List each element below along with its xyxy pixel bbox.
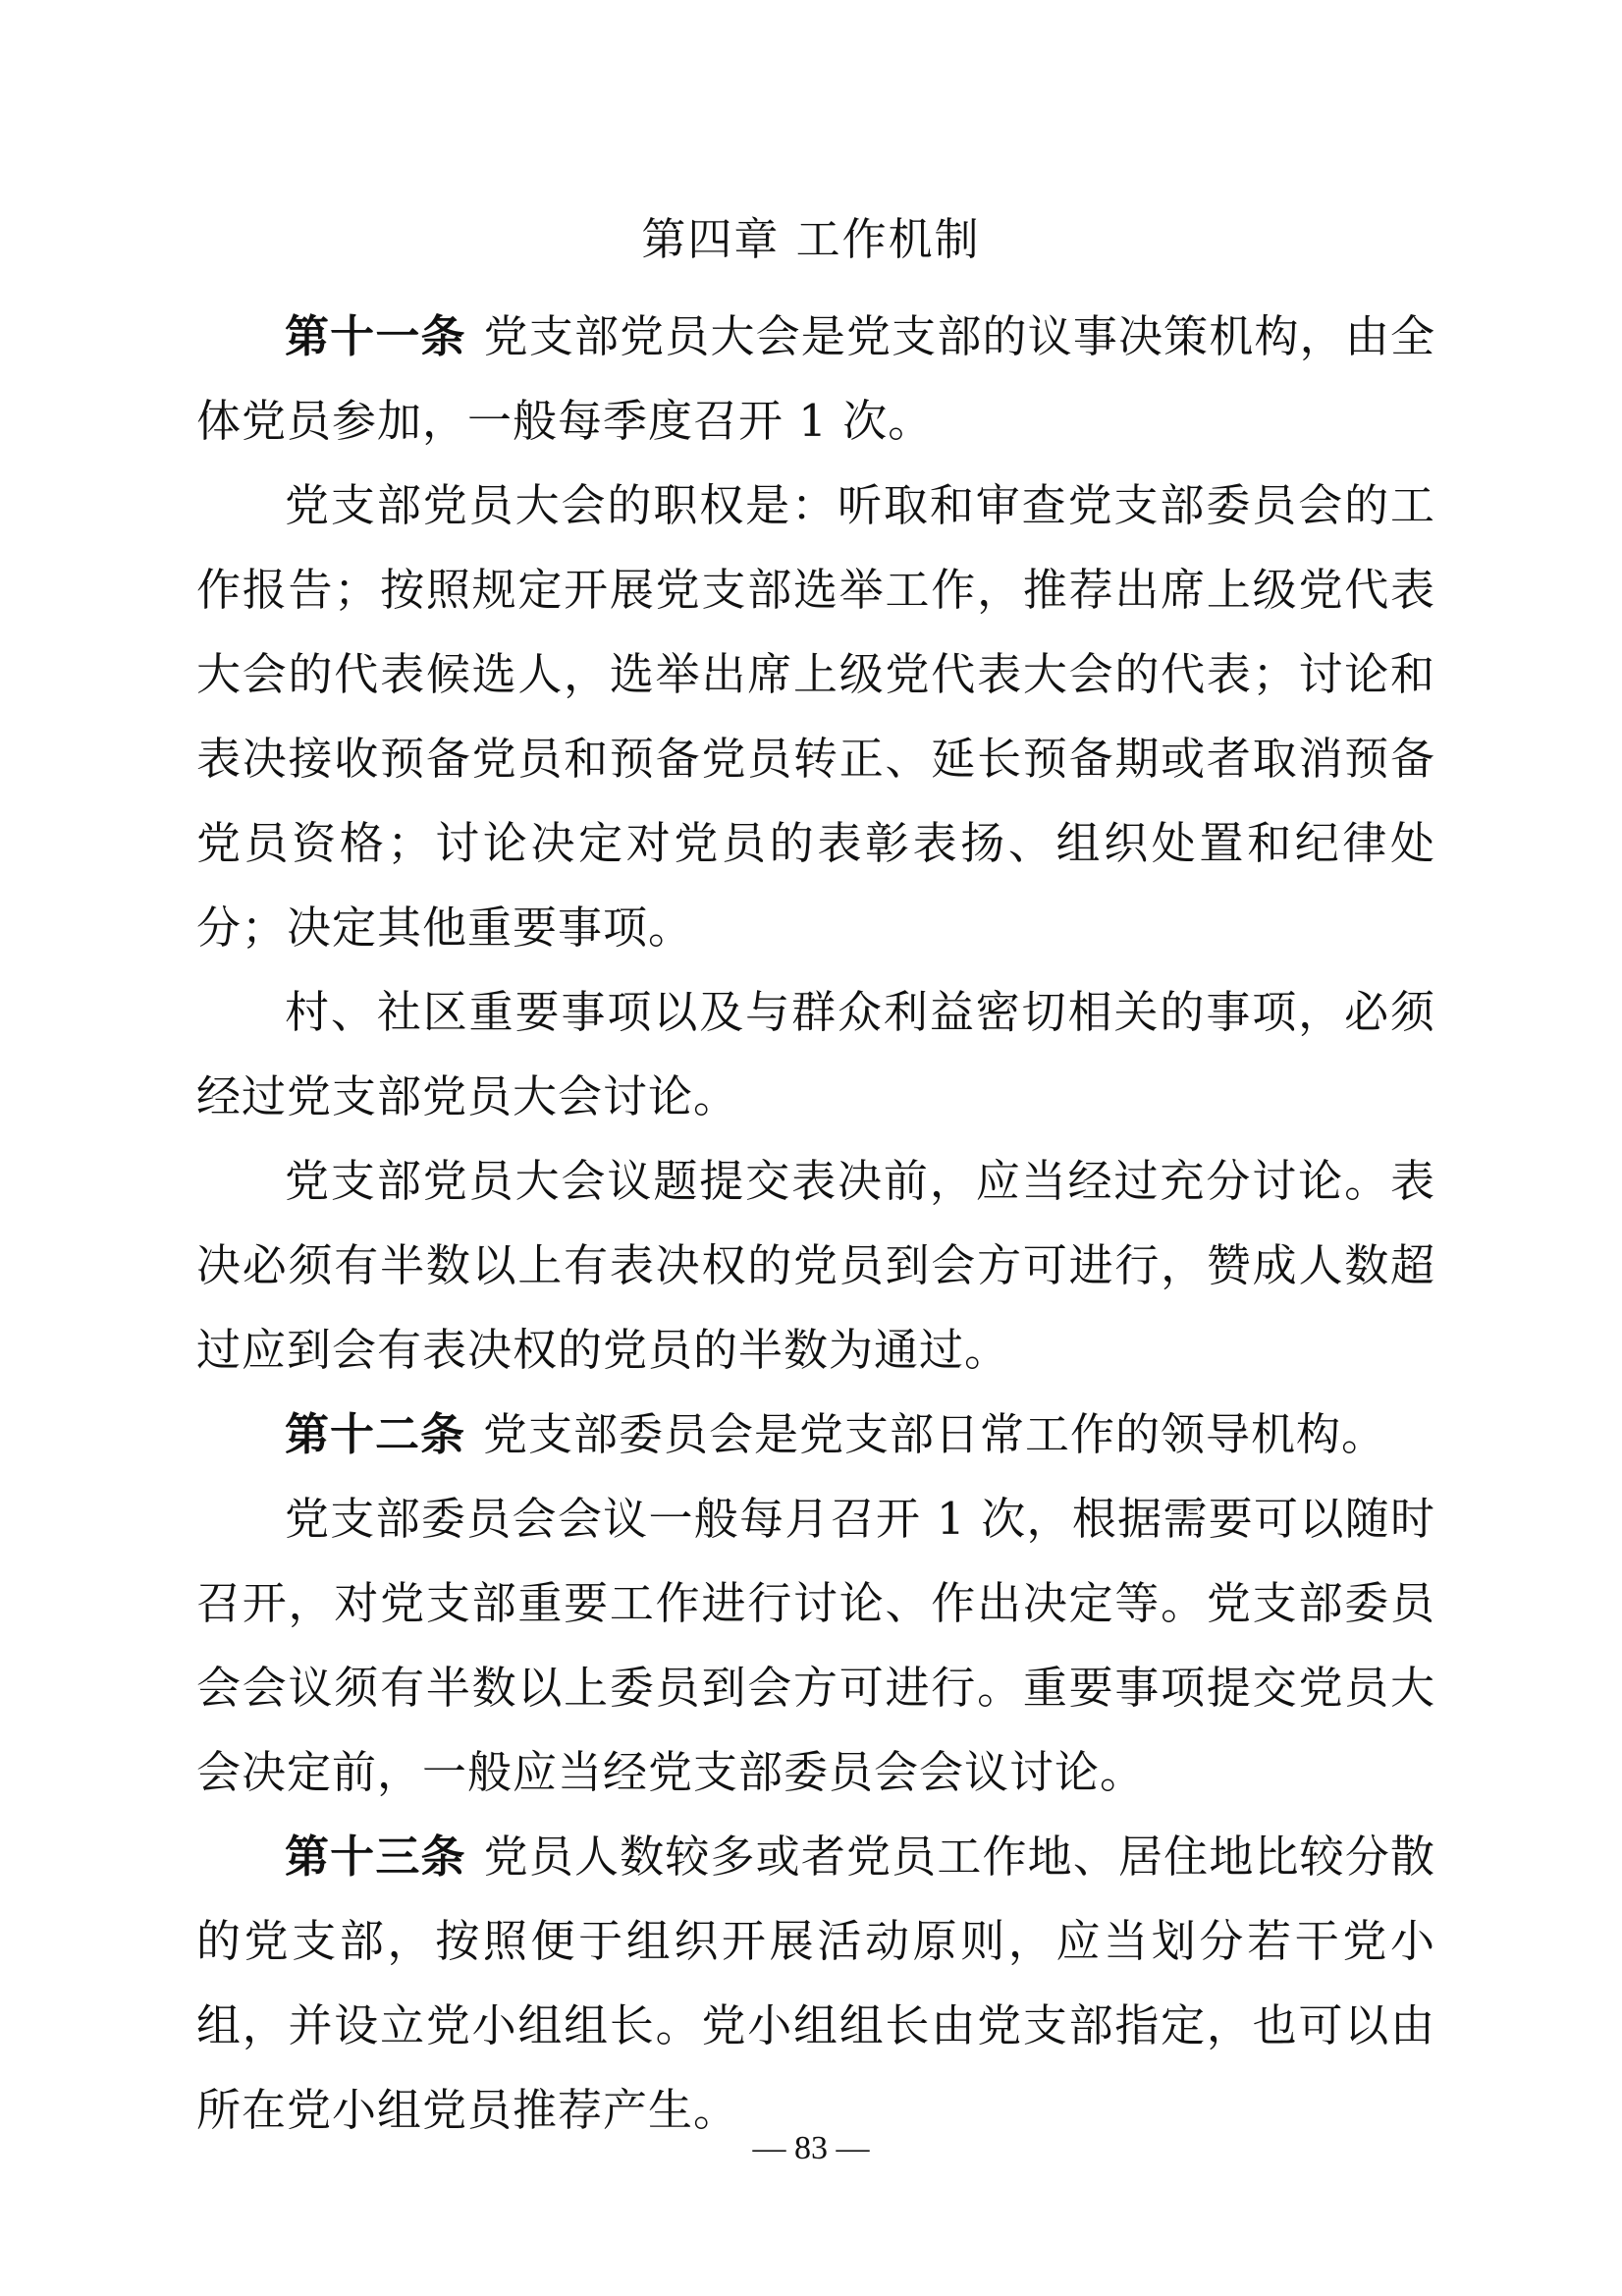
paragraph-text: 党支部委员会是党支部日常工作的领导机构。 bbox=[483, 1408, 1387, 1460]
paragraph-text: 党员人数较多或者党员工作地、居住地比较分散的党支部，按照便于组织开展活动原则，应当划分若干党小组，并设立党小组组长。党小组组长由党支部指定，也可以由所在党小组党员推荐产生。 bbox=[196, 1831, 1435, 2136]
article-label: 第十一条 bbox=[285, 310, 466, 362]
article-label: 第十二条 bbox=[285, 1408, 466, 1460]
paragraph-text: 党支部党员大会的职权是：听取和审查党支部委员会的工作报告；按照规定开展党支部选举工作，推荐出席上级党代表大会的代表候选人，选举出席上级党代表大会的代表；讨论和表决接收预备党员和预备党员转正、延长预备期或者取消预备党员资格；讨论决定对党员的表彰表扬、组织处置和纪律处分；决定其他重要事项。 bbox=[196, 479, 1435, 954]
paragraph-text: 党支部委员会会议一般每月召开 1 次，根据需要可以随时召开，对党支部重要工作进行讨论、作出决定等。党支部委员会会议须有半数以上委员到会方可进行。重要事项提交党员大会决定前，一般应当经党支部委员会会议讨论。 bbox=[196, 1493, 1435, 1798]
chapter-title: 第四章 工作机制 bbox=[641, 213, 981, 265]
paragraph-text: 党支部党员大会议题提交表决前，应当经过充分讨论。表决必须有半数以上有表决权的党员到会方可进行，赞成人数超过应到会有表决权的党员的半数为通过。 bbox=[196, 1155, 1435, 1376]
page-number: — 83 — bbox=[752, 2130, 870, 2166]
paragraph-text: 党支部党员大会是党支部的议事决策机构，由全体党员参加，一般每季度召开 1 次。 bbox=[196, 310, 1435, 447]
article-label: 第十三条 bbox=[285, 1831, 466, 1883]
paragraph bbox=[196, 970, 1435, 1139]
article-paragraph bbox=[196, 1393, 1435, 1477]
paragraph bbox=[196, 464, 1435, 970]
paragraph bbox=[196, 1477, 1435, 1815]
body-text bbox=[196, 295, 1435, 2153]
paragraph-text: 村、社区重要事项以及与群众利益密切相关的事项，必须经过党支部党员大会讨论。 bbox=[196, 986, 1435, 1122]
paragraph bbox=[196, 1139, 1435, 1393]
article-paragraph bbox=[196, 1815, 1435, 2153]
article-paragraph bbox=[196, 295, 1435, 464]
